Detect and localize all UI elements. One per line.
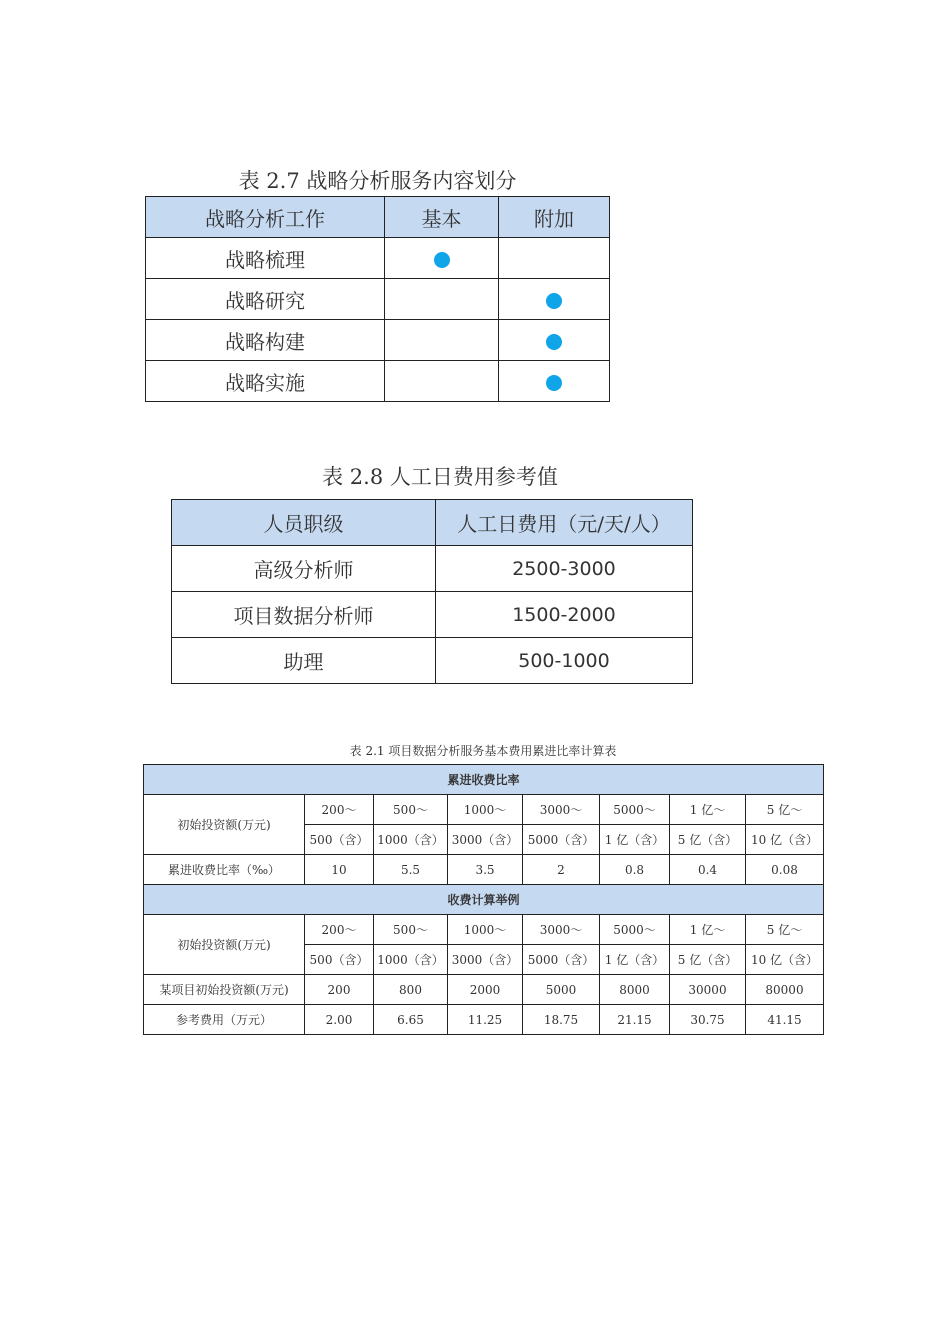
rate-cell: 0.8 [600, 855, 670, 885]
value-cell: 5000 [523, 975, 600, 1005]
role-cell: 项目数据分析师 [172, 592, 436, 638]
rate-cell: 3.5 [448, 855, 523, 885]
section-title: 收费计算举例 [144, 885, 824, 915]
range-cell: 1000（含） [374, 945, 448, 975]
strategy-service-table [145, 196, 610, 402]
range-cell: 500～ [374, 915, 448, 945]
range-cell: 5000～ [600, 915, 670, 945]
rate-cell: 2 [523, 855, 600, 885]
fee-cell: 41.15 [746, 1005, 824, 1035]
extra-cell [499, 361, 610, 402]
basic-cell [385, 320, 499, 361]
rate-row [144, 855, 824, 885]
table-2-1-caption: 表 2.1 项目数据分析服务基本费用累进比率计算表 [349, 744, 617, 758]
range-cell: 3000（含） [448, 825, 523, 855]
fee-cell: 6.65 [374, 1005, 448, 1035]
bullet-dot-icon [546, 293, 562, 309]
basic-cell [385, 361, 499, 402]
range-cell: 200～ [305, 795, 374, 825]
progressive-fee-table [143, 764, 824, 1035]
range-cell: 5 亿（含） [670, 945, 746, 975]
range-cell: 3000（含） [448, 945, 523, 975]
header-cell: 人员职级 [172, 500, 436, 546]
extra-cell [499, 320, 610, 361]
range-cell: 5 亿～ [746, 915, 824, 945]
row-label: 参考费用（万元） [144, 1005, 305, 1035]
range-cell: 1000～ [448, 915, 523, 945]
row-label: 某项目初始投资额(万元) [144, 975, 305, 1005]
table-row [146, 361, 610, 402]
table-header-row [146, 197, 610, 238]
range-cell: 200～ [305, 915, 374, 945]
fee-cell: 500-1000 [436, 638, 693, 684]
range-cell: 3000～ [523, 795, 600, 825]
table-row [172, 592, 693, 638]
basic-cell [385, 238, 499, 279]
range-top-row [144, 795, 824, 825]
bullet-dot-icon [434, 252, 450, 268]
daily-fee-table [171, 499, 693, 684]
value-cell: 8000 [600, 975, 670, 1005]
bullet-dot-icon [546, 375, 562, 391]
range-cell: 3000～ [523, 915, 600, 945]
row-label: 战略研究 [146, 279, 385, 320]
value-cell: 30000 [670, 975, 746, 1005]
rate-cell: 5.5 [374, 855, 448, 885]
row-label: 初始投资额(万元) [144, 915, 305, 975]
example-row [144, 975, 824, 1005]
range-cell: 500～ [374, 795, 448, 825]
fee-cell: 2.00 [305, 1005, 374, 1035]
table-row [172, 546, 693, 592]
fee-cell: 1500-2000 [436, 592, 693, 638]
header-cell: 附加 [499, 197, 610, 238]
header-cell: 基本 [385, 197, 499, 238]
section-title: 累进收费比率 [144, 765, 824, 795]
fee-cell: 21.15 [600, 1005, 670, 1035]
section-header-row [144, 885, 824, 915]
range-cell: 1000（含） [374, 825, 448, 855]
range-cell: 1 亿（含） [600, 825, 670, 855]
rate-cell: 10 [305, 855, 374, 885]
fee-row [144, 1005, 824, 1035]
fee-cell: 2500-3000 [436, 546, 693, 592]
range-cell: 5000（含） [523, 945, 600, 975]
range-cell: 1 亿～ [670, 795, 746, 825]
table-row [146, 320, 610, 361]
row-label: 初始投资额(万元) [144, 795, 305, 855]
range-top-row [144, 915, 824, 945]
row-label: 战略构建 [146, 320, 385, 361]
value-cell: 200 [305, 975, 374, 1005]
range-cell: 10 亿（含） [746, 825, 824, 855]
role-cell: 高级分析师 [172, 546, 436, 592]
role-cell: 助理 [172, 638, 436, 684]
table-2-7-caption: 表 2.7 战略分析服务内容划分 [238, 169, 517, 193]
fee-cell: 11.25 [448, 1005, 523, 1035]
section-header-row [144, 765, 824, 795]
range-cell: 1000～ [448, 795, 523, 825]
range-cell: 5000～ [600, 795, 670, 825]
row-label: 战略梳理 [146, 238, 385, 279]
range-cell: 5000（含） [523, 825, 600, 855]
table-header-row [172, 500, 693, 546]
table-row [146, 279, 610, 320]
fee-cell: 30.75 [670, 1005, 746, 1035]
range-cell: 1 亿（含） [600, 945, 670, 975]
range-cell: 500（含） [305, 945, 374, 975]
header-cell: 人工日费用（元/天/人） [436, 500, 693, 546]
range-cell: 10 亿（含） [746, 945, 824, 975]
range-cell: 5 亿～ [746, 795, 824, 825]
basic-cell [385, 279, 499, 320]
range-cell: 1 亿～ [670, 915, 746, 945]
table-2-8-caption: 表 2.8 人工日费用参考值 [322, 465, 558, 489]
rate-cell: 0.4 [670, 855, 746, 885]
row-label: 战略实施 [146, 361, 385, 402]
header-cell: 战略分析工作 [146, 197, 385, 238]
range-cell: 5 亿（含） [670, 825, 746, 855]
table-row [146, 238, 610, 279]
rate-cell: 0.08 [746, 855, 824, 885]
extra-cell [499, 279, 610, 320]
range-cell: 500（含） [305, 825, 374, 855]
fee-cell: 18.75 [523, 1005, 600, 1035]
row-label: 累进收费比率（‰） [144, 855, 305, 885]
value-cell: 800 [374, 975, 448, 1005]
value-cell: 2000 [448, 975, 523, 1005]
extra-cell [499, 238, 610, 279]
table-row [172, 638, 693, 684]
value-cell: 80000 [746, 975, 824, 1005]
bullet-dot-icon [546, 334, 562, 350]
